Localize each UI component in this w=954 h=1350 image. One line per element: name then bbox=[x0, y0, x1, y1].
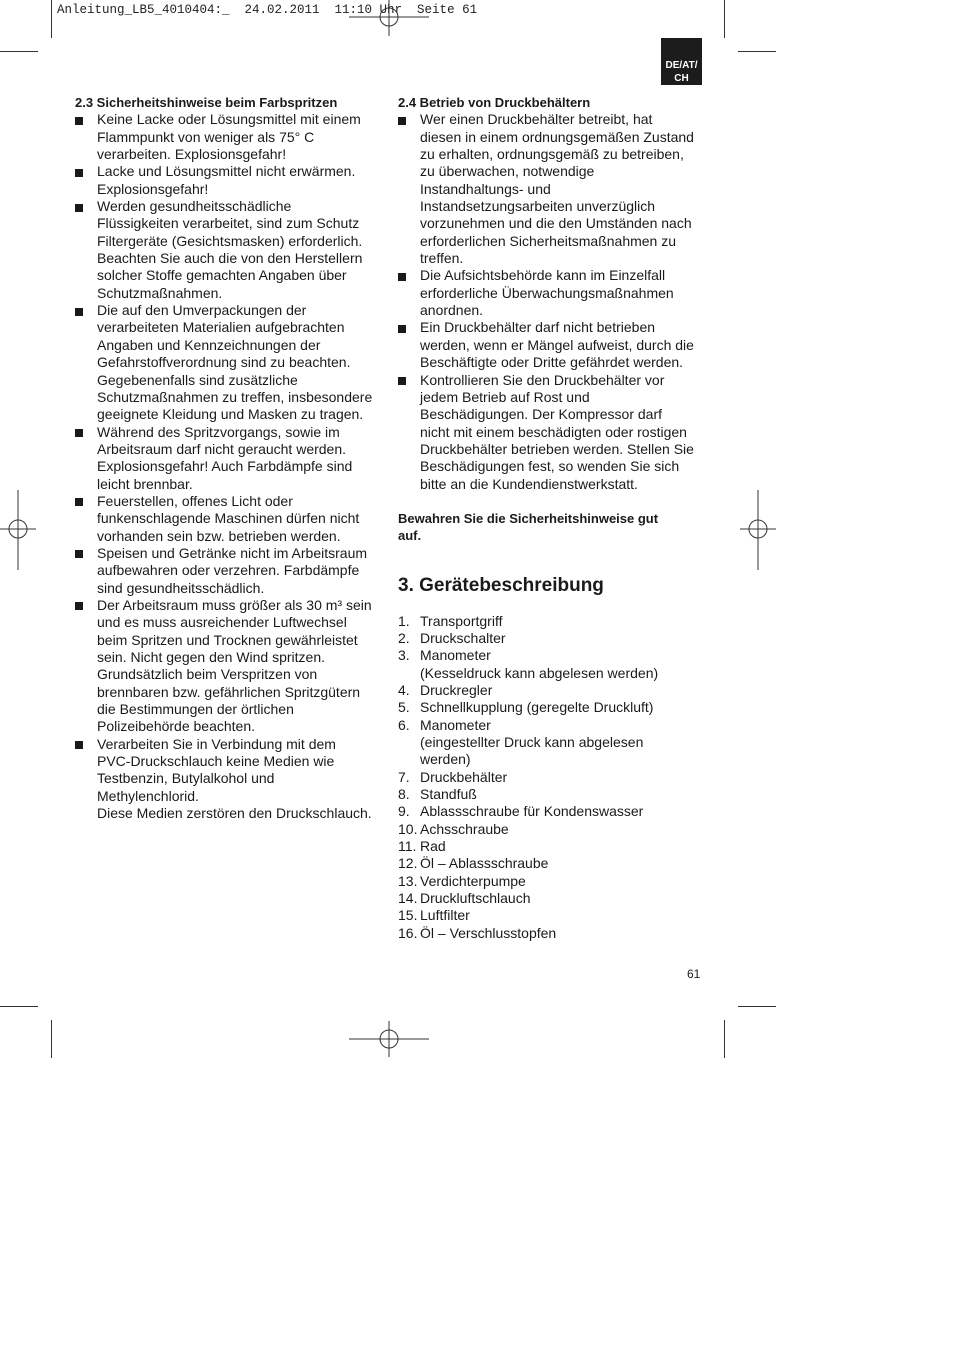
text-line: erforderliche Überwachungsmaßnahmen bbox=[420, 284, 674, 301]
item-number: 1. bbox=[398, 612, 410, 629]
text-line: Die auf den Umverpackungen der bbox=[97, 302, 307, 319]
text-line: Die Aufsichtsbehörde kann im Einzelfall bbox=[420, 267, 666, 284]
text-line: Keine Lacke oder Lösungsmittel mit einem bbox=[97, 111, 361, 128]
crop-mark bbox=[0, 1006, 38, 1007]
text-line: anordnen. bbox=[420, 302, 484, 319]
text-line: Druckbehälter bbox=[420, 768, 508, 785]
text-line: Arbeitsraum darf nicht geraucht werden. bbox=[97, 440, 347, 457]
parts-list bbox=[398, 613, 708, 943]
bullet-square-icon bbox=[75, 117, 83, 125]
text-line: brennbaren bzw. gefährlichen Spritzgütern bbox=[97, 683, 361, 700]
text-line: Flüssigkeiten verarbeitet, sind zum Schutz bbox=[97, 215, 360, 232]
text-line: Der Arbeitsraum muss größer als 30 m³ sein bbox=[97, 596, 372, 613]
item-number: 12. bbox=[398, 855, 418, 872]
list-item bbox=[398, 786, 708, 803]
text-line: und es muss ausreichender Luftwechsel bbox=[97, 614, 347, 631]
text-line: Instandhaltungs- und bbox=[420, 180, 551, 197]
text-line: auf. bbox=[398, 528, 422, 544]
text-line: Luftfilter bbox=[420, 907, 470, 924]
text-line: Druckschalter bbox=[420, 629, 506, 646]
language-badge-line1: DE/AT/ bbox=[665, 60, 698, 71]
text-line: Diese Medien zerstören den Druckschlauch. bbox=[97, 805, 372, 822]
item-number: 8. bbox=[398, 786, 410, 803]
bullet-square-icon bbox=[75, 169, 83, 177]
bullet-square-icon bbox=[75, 308, 83, 316]
text-line: bitte an die Kundendienstwerkstatt. bbox=[420, 475, 638, 492]
bullet-square-icon bbox=[75, 741, 83, 749]
list-item bbox=[75, 302, 385, 423]
text-line: solcher Stoffe gemachten Angaben über bbox=[97, 267, 347, 284]
text-line: verarbeiten. Explosionsgefahr! bbox=[97, 146, 287, 163]
text-line: Testbenzin, Butylalkohol und bbox=[97, 770, 275, 787]
text-line: Beschäftigte oder Dritte gefährdet werden. bbox=[420, 354, 684, 371]
page-number: 61 bbox=[687, 967, 701, 981]
list-item bbox=[75, 545, 385, 597]
text-line: werden) bbox=[420, 751, 471, 768]
crop-mark bbox=[724, 1020, 725, 1058]
text-line: Grundsätzlich beim Verspritzen von bbox=[97, 666, 318, 683]
text-line: Lacke und Lösungsmittel nicht erwärmen. bbox=[97, 163, 356, 180]
text-line: Instandsetzungsarbeiten unverzüglich bbox=[420, 198, 656, 215]
list-item bbox=[75, 736, 385, 823]
list-item bbox=[75, 597, 385, 736]
crop-mark bbox=[738, 51, 776, 52]
list-item bbox=[398, 717, 708, 769]
text-line: jedem Betrieb auf Rost und bbox=[420, 388, 590, 405]
safety-list-painting bbox=[75, 111, 385, 822]
text-line: Polizeibehörde beachten. bbox=[97, 718, 256, 735]
text-line: nicht mit einem beschädigten oder rostigen bbox=[420, 423, 687, 440]
text-line: Manometer bbox=[420, 647, 491, 664]
text-line: zu überwachen, notwendige bbox=[420, 163, 595, 180]
list-item bbox=[398, 647, 708, 682]
registration-mark-icon bbox=[0, 490, 36, 570]
text-line: PVC-Druckschlauch keine Medien wie bbox=[97, 753, 335, 770]
text-line: Standfuß bbox=[420, 786, 477, 803]
item-number: 6. bbox=[398, 716, 410, 733]
right-column bbox=[398, 94, 708, 942]
item-number: 11. bbox=[398, 838, 417, 855]
list-item bbox=[398, 821, 708, 838]
text-line: Druckbehälter betrieben werden. Stellen Sie bbox=[420, 440, 694, 457]
item-number: 3. bbox=[398, 647, 410, 664]
text-line: werden, wenn er Mängel aufweist, durch die bbox=[420, 336, 694, 353]
text-line: Schutzmaßnahmen. bbox=[97, 284, 223, 301]
text-line: Beschädigungen fest, so wenden Sie sich bbox=[420, 458, 680, 475]
list-item bbox=[398, 372, 708, 493]
text-line: verarbeiteten Materialien aufgebrachten bbox=[97, 319, 345, 336]
list-item bbox=[398, 699, 708, 716]
text-line: Beschädigungen. Der Kompressor darf bbox=[420, 406, 663, 423]
list-item bbox=[398, 267, 708, 319]
text-line: diesen in einem ordnungsgemäßen Zustand bbox=[420, 128, 694, 145]
language-badge-line2: CH bbox=[674, 72, 689, 84]
item-number: 15. bbox=[398, 907, 418, 924]
text-line: Rad bbox=[420, 838, 446, 855]
left-column bbox=[75, 94, 385, 822]
text-line: Druckregler bbox=[420, 681, 493, 698]
item-number: 13. bbox=[398, 872, 418, 889]
registration-mark-icon bbox=[740, 490, 776, 570]
text-line: funkenschlagende Maschinen dürfen nicht bbox=[97, 510, 360, 527]
text-line: Flammpunkt von weniger als 75° C bbox=[97, 128, 315, 145]
bullet-square-icon bbox=[398, 117, 406, 125]
safety-list-pressure-vessels bbox=[398, 111, 708, 493]
text-line: Gefahrstoffverordnung sind zu beachten. bbox=[97, 354, 351, 371]
text-line: leicht brennbar. bbox=[97, 475, 193, 492]
item-number: 4. bbox=[398, 681, 410, 698]
text-line: Schutzmaßnahmen zu treffen, insbesondere bbox=[97, 388, 373, 405]
item-number: 7. bbox=[398, 768, 410, 785]
text-line: Achsschraube bbox=[420, 820, 509, 837]
text-line: treffen. bbox=[420, 250, 464, 267]
bullet-square-icon bbox=[75, 204, 83, 212]
bullet-square-icon bbox=[75, 429, 83, 437]
bullet-square-icon bbox=[398, 377, 406, 385]
text-line: die Bestimmungen der örtlichen bbox=[97, 701, 294, 718]
text-line: aufbewahren oder verzehren. Farbdämpfe bbox=[97, 562, 360, 579]
list-item bbox=[398, 769, 708, 786]
section-heading-2-4: 2.4 Betrieb von Druckbehältern bbox=[398, 95, 591, 110]
crop-mark bbox=[724, 0, 725, 38]
bullet-square-icon bbox=[398, 273, 406, 281]
text-line: Explosionsgefahr! bbox=[97, 180, 209, 197]
list-item bbox=[75, 424, 385, 493]
list-item bbox=[398, 630, 708, 647]
item-number: 16. bbox=[398, 924, 418, 941]
bullet-square-icon bbox=[75, 602, 83, 610]
text-line: Filtergeräte (Gesichtsmasken) erforderlich. bbox=[97, 232, 363, 249]
text-line: Öl – Ablassschraube bbox=[420, 855, 549, 872]
keep-instructions-note bbox=[398, 510, 708, 545]
text-line: Ablassschraube für Kondenswasser bbox=[420, 803, 644, 820]
text-line: Kontrollieren Sie den Druckbehälter vor bbox=[420, 371, 665, 388]
text-line: Methylenchlorid. bbox=[97, 787, 199, 804]
list-item bbox=[398, 907, 708, 924]
text-line: Ein Druckbehälter darf nicht betrieben bbox=[420, 319, 656, 336]
registration-mark-icon bbox=[349, 1021, 429, 1057]
text-line: Verdichterpumpe bbox=[420, 872, 526, 889]
list-item bbox=[75, 163, 385, 198]
item-number: 2. bbox=[398, 629, 410, 646]
text-line: Gegebenenfalls sind zusätzliche bbox=[97, 371, 298, 388]
bullet-square-icon bbox=[75, 498, 83, 506]
section-heading-2-3: 2.3 Sicherheitshinweise beim Farbspritzen bbox=[75, 95, 338, 110]
list-item bbox=[398, 890, 708, 907]
item-number: 10. bbox=[398, 820, 418, 837]
text-line: Feuerstellen, offenes Licht oder bbox=[97, 492, 293, 509]
list-item bbox=[75, 198, 385, 302]
text-line: geeignete Kleidung und Masken zu tragen. bbox=[97, 406, 364, 423]
crop-mark bbox=[51, 0, 52, 38]
text-line: Druckluftschlauch bbox=[420, 890, 531, 907]
text-line: Transportgriff bbox=[420, 612, 503, 629]
print-slug: Anleitung_LB5_4010404:_ 24.02.2011 11:10 Uhr Seite 61 bbox=[57, 3, 478, 17]
crop-mark bbox=[738, 1006, 776, 1007]
item-number: 14. bbox=[398, 890, 418, 907]
text-line: sein. Nicht gegen den Wind spritzen. bbox=[97, 649, 326, 665]
crop-mark bbox=[0, 51, 38, 52]
text-line: Speisen und Getränke nicht im Arbeitsraum bbox=[97, 544, 368, 561]
list-item bbox=[398, 111, 708, 267]
text-line: Öl – Verschlusstopfen bbox=[420, 924, 557, 941]
text-line: beim Spritzen und Trocknen gewährleistet bbox=[97, 631, 358, 648]
text-line: Wer einen Druckbehälter betreibt, hat bbox=[420, 111, 653, 128]
text-line: zu erhalten, ordnungsgemäß zu betreiben, bbox=[420, 146, 684, 163]
list-item bbox=[398, 319, 708, 371]
item-number: 9. bbox=[398, 803, 410, 820]
list-item bbox=[398, 838, 708, 855]
text-line: Werden gesundheitsschädliche bbox=[97, 198, 292, 215]
list-item bbox=[398, 613, 708, 630]
text-line: Verarbeiten Sie in Verbindung mit dem bbox=[97, 735, 336, 752]
text-line: Angaben und Kennzeichnungen der bbox=[97, 336, 321, 353]
text-line: Während des Spritzvorgangs, sowie im bbox=[97, 423, 340, 440]
text-line: (Kesseldruck kann abgelesen werden) bbox=[420, 664, 659, 681]
text-line: vorzunehmen und die den Umständen nach bbox=[420, 215, 692, 232]
list-item bbox=[398, 803, 708, 820]
item-number: 5. bbox=[398, 699, 410, 716]
list-item bbox=[398, 855, 708, 872]
text-line: sind gesundheitsschädlich. bbox=[97, 579, 265, 596]
text-line: Bewahren Sie die Sicherheitshinweise gut bbox=[398, 510, 659, 526]
list-item bbox=[398, 682, 708, 699]
language-badge bbox=[661, 38, 702, 85]
section-title-device-description: 3. Gerätebeschreibung bbox=[398, 574, 604, 596]
registration-mark-icon bbox=[349, 0, 429, 36]
text-line: erforderlichen Sicherheitsmaßnahmen zu bbox=[420, 232, 677, 249]
bullet-square-icon bbox=[75, 550, 83, 558]
crop-mark bbox=[51, 1020, 52, 1058]
list-item bbox=[75, 111, 385, 163]
text-line: Beachten Sie auch die von den Herstellern bbox=[97, 250, 363, 267]
text-line: Manometer bbox=[420, 716, 491, 733]
text-line: Explosionsgefahr! Auch Farbdämpfe sind bbox=[97, 458, 353, 475]
list-item bbox=[75, 493, 385, 545]
list-item bbox=[398, 873, 708, 890]
text-line: (eingestellter Druck kann abgelesen bbox=[420, 734, 644, 750]
text-line: Schnellkupplung (geregelte Druckluft) bbox=[420, 699, 654, 716]
list-item bbox=[398, 925, 708, 942]
bullet-square-icon bbox=[398, 325, 406, 333]
text-line: vorhanden sein bzw. betrieben werden. bbox=[97, 527, 341, 544]
